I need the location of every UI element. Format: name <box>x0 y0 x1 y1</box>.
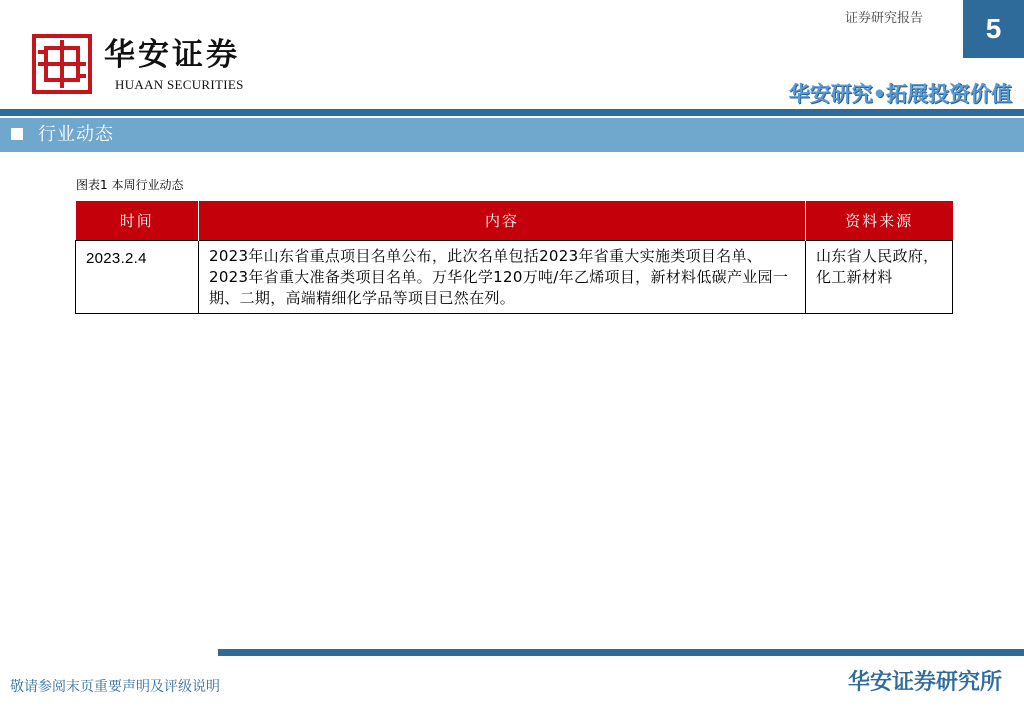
page-number: 5 <box>963 0 1024 58</box>
column-header-content: 内容 <box>199 201 806 241</box>
section-header <box>0 118 1024 152</box>
company-logo <box>32 34 92 94</box>
column-header-date: 时间 <box>76 201 199 241</box>
industry-news-table <box>75 201 953 314</box>
brand-name-cn: 华安证券 <box>104 37 240 73</box>
section-bullet-icon <box>11 128 23 140</box>
column-header-source: 资料来源 <box>806 201 953 241</box>
figure-caption: 图表1 本周行业动态 <box>76 178 184 192</box>
slogan: 华安研究•拓展投资价值 <box>788 82 1012 106</box>
table-row <box>76 241 953 314</box>
cell-source: 山东省人民政府，化工新材料 <box>806 241 953 314</box>
footer-divider <box>218 649 1024 656</box>
header-divider <box>0 109 1024 116</box>
institute-name: 华安证券研究所 <box>847 670 1002 695</box>
cell-content: 2023年山东省重点项目名单公布，此次名单包括2023年省重大实施类项目名单、2023年省重大准备类项目名单。万华化学120万吨/年乙烯项目，新材料低碳产业园一期、二期，高端精细化学品等项目已然在列。 <box>199 241 806 314</box>
table-header-row <box>76 201 953 241</box>
cell-date: 2023.2.4 <box>76 241 199 314</box>
brand-name-en: HUAAN SECURITIES <box>115 77 244 92</box>
report-type-label: 证券研究报告 <box>845 11 924 26</box>
disclaimer-link: 敬请参阅末页重要声明及评级说明 <box>10 679 220 695</box>
section-title: 行业动态 <box>38 124 114 145</box>
